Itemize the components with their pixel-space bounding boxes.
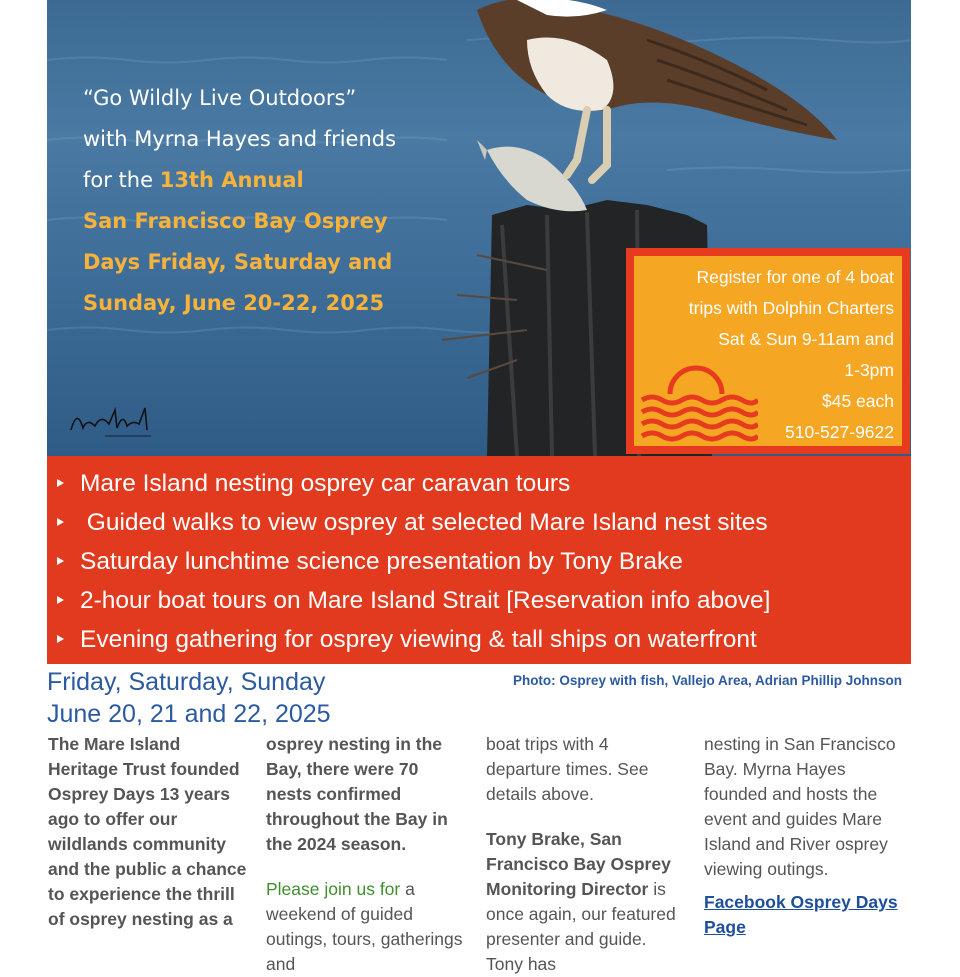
column-1-text: The Mare Island Heritage Trust founded Osprey Days 13 years ago to offer our wildlands community and the public a chance to experience the thrill of osprey nesting as a [48,734,247,929]
list-item [57,503,907,542]
paragraph-gap [486,807,686,827]
dates-line-2: June 20, 21 and 22, 2025 [47,700,331,728]
list-item [57,542,907,581]
sunset-waves-icon [638,364,758,444]
column-2-paragraph-1: osprey nesting in the Bay, there were 70 nests confirmed throughout the Bay in the 2024 season. [266,734,448,854]
column-3-paragraph-1: boat trips with 4 departure times. See details above. [486,734,649,804]
activity-text: Guided walks to view osprey at selected Mare Island nest sites [80,509,768,536]
tagline: “Go Wildly Live Outdoors” [83,86,357,110]
list-item [57,620,907,659]
activity-text: Evening gathering for osprey viewing & tall ships on waterfront [80,626,757,653]
list-item [57,581,907,620]
activity-text: Mare Island nesting osprey car caravan tours [80,470,571,497]
bullet-triangle-icon [57,479,64,487]
intro-line-annual [83,160,463,201]
activity-text: Saturday lunchtime science presentation by Tony Brake [80,548,683,575]
facebook-page-link[interactable]: Facebook Osprey Days Page [704,892,898,937]
register-phone[interactable]: 510-527-9622 [785,422,894,442]
column-2-paragraph-2-rest: a weekend of guided outings, tours, gatherings and [266,879,463,974]
column-1 [48,732,248,932]
register-line-3: Sat & Sun 9-11am and [718,329,894,349]
photographer-signature-logo [65,400,155,442]
activity-text: 2-hour boat tours on Mare Island Strait [Reservation info above] [80,587,771,614]
column-3-paragraph-2-rest: is once again, our featured presenter and guide. Tony has [486,879,676,974]
column-4 [704,732,904,940]
intro-annual-highlight: 13th Annual [159,168,304,192]
column-3 [486,732,686,977]
paragraph-gap [266,857,466,877]
intro-text [83,78,463,324]
registration-panel [634,256,902,446]
intro-line-prefix: for the [83,168,154,192]
activities-band [47,456,911,664]
activities-list [57,464,907,659]
paragraph-gap [704,882,904,890]
presenter-name: Tony Brake, San Francisco Bay Osprey Monitoring Director [486,829,671,899]
photo-credit: Photo: Osprey with fish, Vallejo Area, Adrian Phillip Johnson [512,673,902,688]
column-2-paragraph-2 [266,877,466,977]
column-3-paragraph-2 [486,827,686,977]
intro-line-hosts: with Myrna Hayes and friends [83,127,397,151]
bullet-triangle-icon [57,557,64,565]
bullet-triangle-icon [57,518,64,526]
event-title-line-3: Sunday, June 20-22, 2025 [83,291,385,315]
event-dates [47,666,331,730]
column-4-link-paragraph [704,890,904,940]
dates-line-1: Friday, Saturday, Sunday [47,668,326,696]
join-us-highlight: Please join us for [266,879,401,899]
column-2 [266,732,466,977]
list-item [57,464,907,503]
registration-box [626,248,910,454]
register-line-2: trips with Dolphin Charters [688,298,894,318]
register-line-4: 1-3pm [844,360,894,380]
register-line-1: Register for one of 4 boat [696,267,894,287]
event-title-line-1: San Francisco Bay Osprey [83,209,388,233]
bullet-triangle-icon [57,635,64,643]
bullet-triangle-icon [57,596,64,604]
register-price: $45 each [821,391,894,411]
event-title-line-2: Days Friday, Saturday and [83,250,393,274]
column-4-paragraph-1: nesting in San Francisco Bay. Myrna Hayes founded and hosts the event and guides Mare Island and River osprey viewing outings. [704,734,896,879]
